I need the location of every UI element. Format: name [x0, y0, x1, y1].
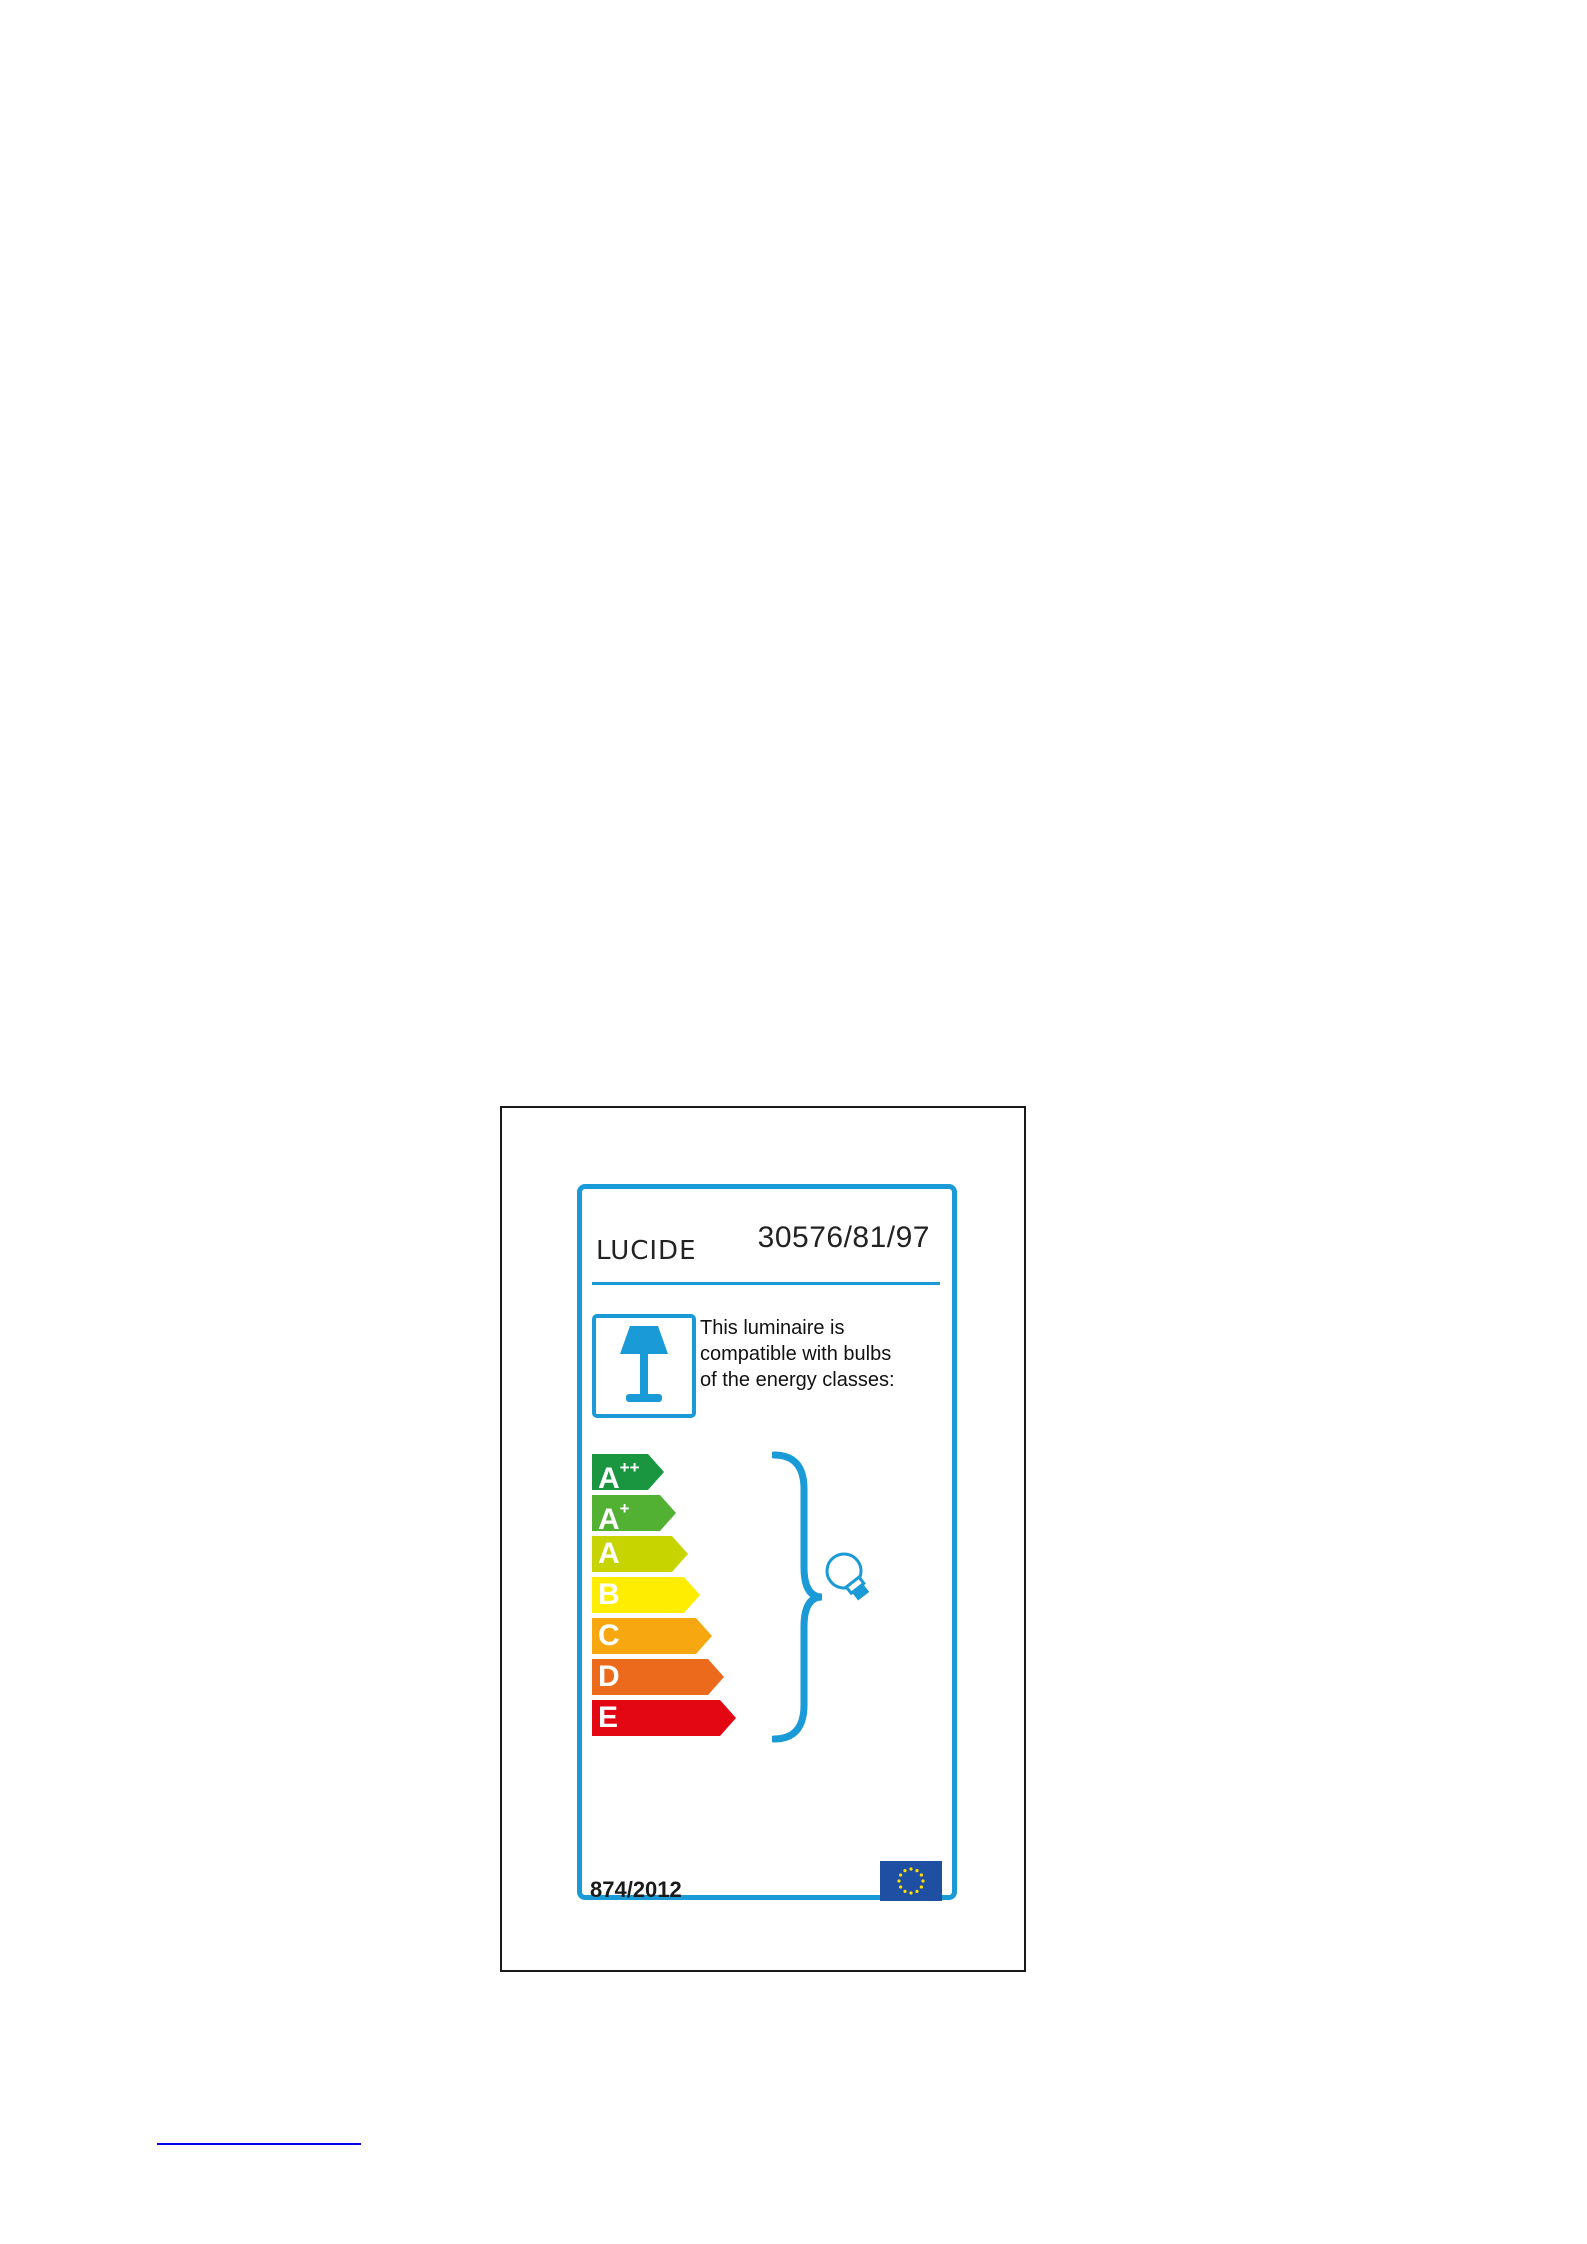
- energy-class-label: [598, 1536, 620, 1572]
- curly-brace: [774, 1455, 822, 1739]
- compatibility-text: [700, 1315, 940, 1393]
- eu-star: [921, 1879, 924, 1882]
- compat-line-2: compatible with bulbs: [700, 1343, 892, 1365]
- compat-line-3: of the energy classes:: [700, 1369, 895, 1391]
- bracket-bulb-graphic: [772, 1449, 922, 1749]
- energy-class-label: [598, 1577, 620, 1613]
- header-divider: [592, 1282, 940, 1285]
- energy-class-suffix: +: [619, 1499, 630, 1518]
- eu-star: [920, 1885, 923, 1888]
- eu-star: [920, 1873, 923, 1876]
- eu-flag-icon: [880, 1861, 942, 1901]
- eu-star: [903, 1869, 906, 1872]
- light-bulb-icon: [820, 1547, 877, 1607]
- energy-class-label: [598, 1700, 618, 1736]
- regulation-number: 874/2012: [590, 1877, 682, 1902]
- energy-class-letter: A: [598, 1462, 620, 1495]
- eu-star: [899, 1873, 902, 1876]
- table-lamp-icon: [592, 1314, 696, 1418]
- model-number: 30576/81/97: [757, 1221, 930, 1254]
- eu-star: [897, 1879, 900, 1882]
- energy-class-label: [598, 1659, 620, 1695]
- energy-label: [577, 1184, 957, 1900]
- energy-class-label: [598, 1495, 630, 1538]
- eu-star: [915, 1869, 918, 1872]
- eu-star: [899, 1885, 902, 1888]
- energy-class-letter: D: [598, 1660, 620, 1693]
- energy-class-label: [598, 1454, 640, 1497]
- eu-star: [915, 1890, 918, 1893]
- eu-star: [909, 1867, 912, 1870]
- brand-name: LUCIDE: [596, 1236, 697, 1266]
- energy-class-letter: C: [598, 1619, 620, 1652]
- label-frame: [500, 1106, 1026, 1972]
- eu-star: [909, 1891, 912, 1894]
- energy-class-suffix: ++: [619, 1458, 640, 1477]
- compat-line-1: This luminaire is: [700, 1317, 845, 1339]
- eu-star: [903, 1890, 906, 1893]
- energy-class-letter: A: [598, 1503, 620, 1536]
- footnote-divider: [157, 2143, 361, 2145]
- energy-class-letter: E: [598, 1701, 619, 1734]
- energy-class-letter: A: [598, 1537, 620, 1570]
- energy-class-letter: B: [598, 1578, 620, 1611]
- energy-class-label: [598, 1618, 620, 1654]
